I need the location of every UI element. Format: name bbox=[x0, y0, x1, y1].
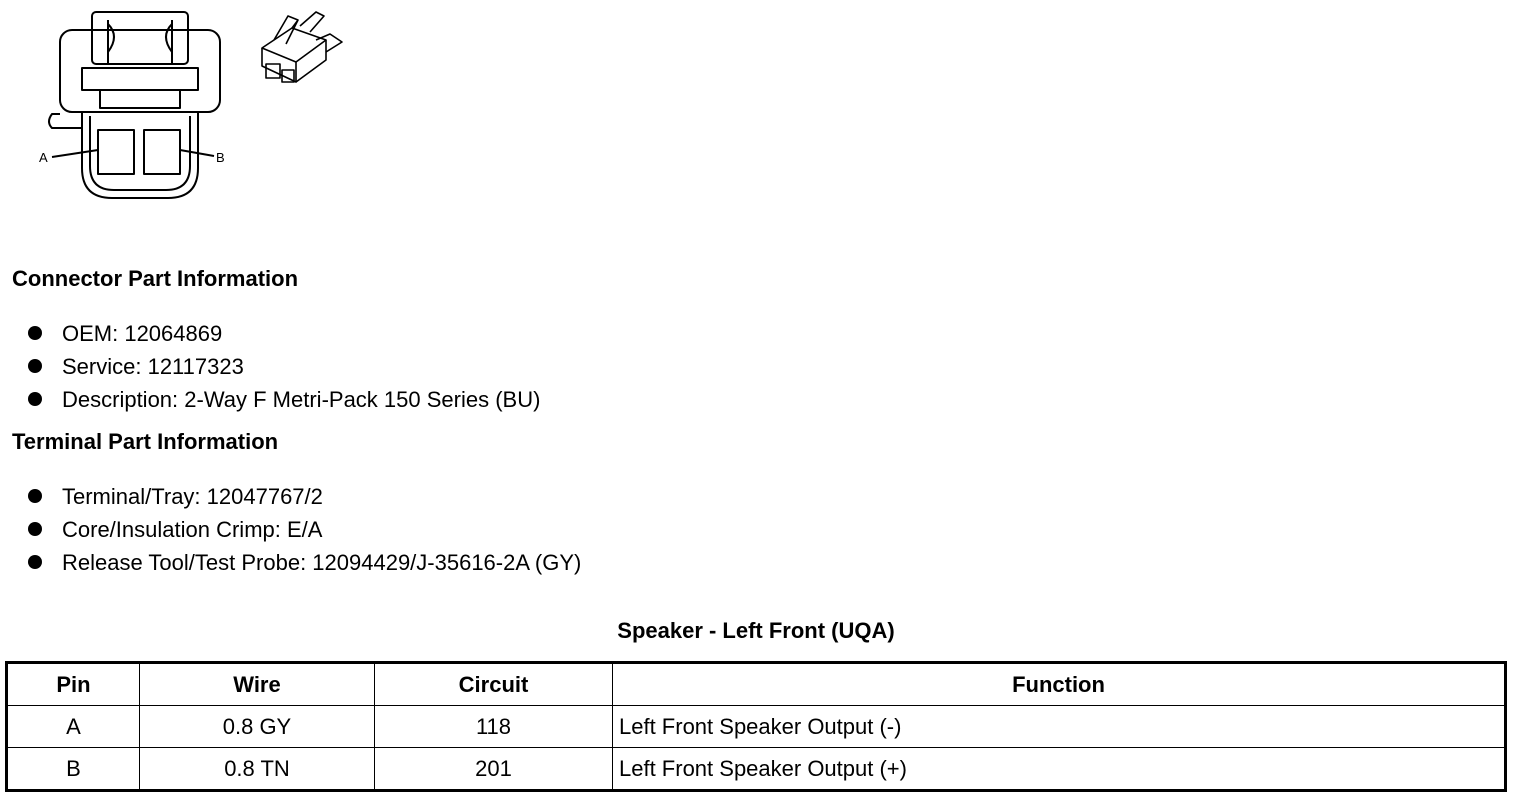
pin-b-cavity bbox=[144, 130, 180, 174]
cell-circuit: 201 bbox=[375, 748, 613, 791]
connector-latch bbox=[92, 12, 188, 64]
oem-number: OEM: 12064869 bbox=[62, 321, 223, 346]
connector-description: Description: 2-Way F Metri-Pack 150 Series (BU) bbox=[62, 387, 541, 412]
core-insulation-crimp: Core/Insulation Crimp: E/A bbox=[62, 517, 323, 542]
bullet-icon bbox=[28, 392, 42, 406]
cell-pin: A bbox=[7, 706, 140, 748]
bullet-icon bbox=[28, 555, 42, 569]
cell-pin: B bbox=[7, 748, 140, 791]
table-header-row bbox=[7, 663, 1506, 706]
column-header-wire: Wire bbox=[140, 663, 375, 706]
list-item bbox=[28, 383, 540, 416]
connector-section-title: Connector Part Information bbox=[12, 266, 299, 291]
table-title: Speaker - Left Front (UQA) bbox=[617, 618, 895, 643]
pin-b-label: B bbox=[216, 150, 225, 165]
list-item bbox=[28, 350, 540, 383]
terminal-tray: Terminal/Tray: 12047767/2 bbox=[62, 484, 323, 509]
cell-wire: 0.8 GY bbox=[140, 706, 375, 748]
bullet-icon bbox=[28, 489, 42, 503]
pin-a-leader bbox=[52, 150, 98, 157]
terminal-section-title: Terminal Part Information bbox=[12, 429, 279, 454]
list-item bbox=[28, 546, 581, 579]
release-tool: Release Tool/Test Probe: 12094429/J-35616-2A (GY) bbox=[62, 550, 582, 575]
cell-wire: 0.8 TN bbox=[140, 748, 375, 791]
connector-outer-body bbox=[60, 30, 220, 112]
connector-diagram bbox=[30, 6, 360, 206]
table-row bbox=[7, 706, 1506, 748]
bullet-icon bbox=[28, 326, 42, 340]
column-header-function: Function bbox=[613, 663, 1506, 706]
bullet-icon bbox=[28, 522, 42, 536]
terminal-info-list bbox=[28, 480, 581, 579]
cell-circuit: 118 bbox=[375, 706, 613, 748]
pin-a-label: A bbox=[39, 150, 48, 165]
column-header-circuit: Circuit bbox=[375, 663, 613, 706]
cell-function: Left Front Speaker Output (-) bbox=[613, 706, 1506, 748]
list-item bbox=[28, 317, 540, 350]
pin-a-cavity bbox=[98, 130, 134, 174]
table-row bbox=[7, 748, 1506, 791]
bullet-icon bbox=[28, 359, 42, 373]
pinout-table bbox=[5, 661, 1507, 792]
service-number: Service: 12117323 bbox=[62, 354, 244, 379]
connector-info-list bbox=[28, 317, 540, 416]
connector-isometric-view bbox=[262, 12, 342, 82]
column-header-pin: Pin bbox=[7, 663, 140, 706]
cell-function: Left Front Speaker Output (+) bbox=[613, 748, 1506, 791]
list-item bbox=[28, 480, 581, 513]
list-item bbox=[28, 513, 581, 546]
